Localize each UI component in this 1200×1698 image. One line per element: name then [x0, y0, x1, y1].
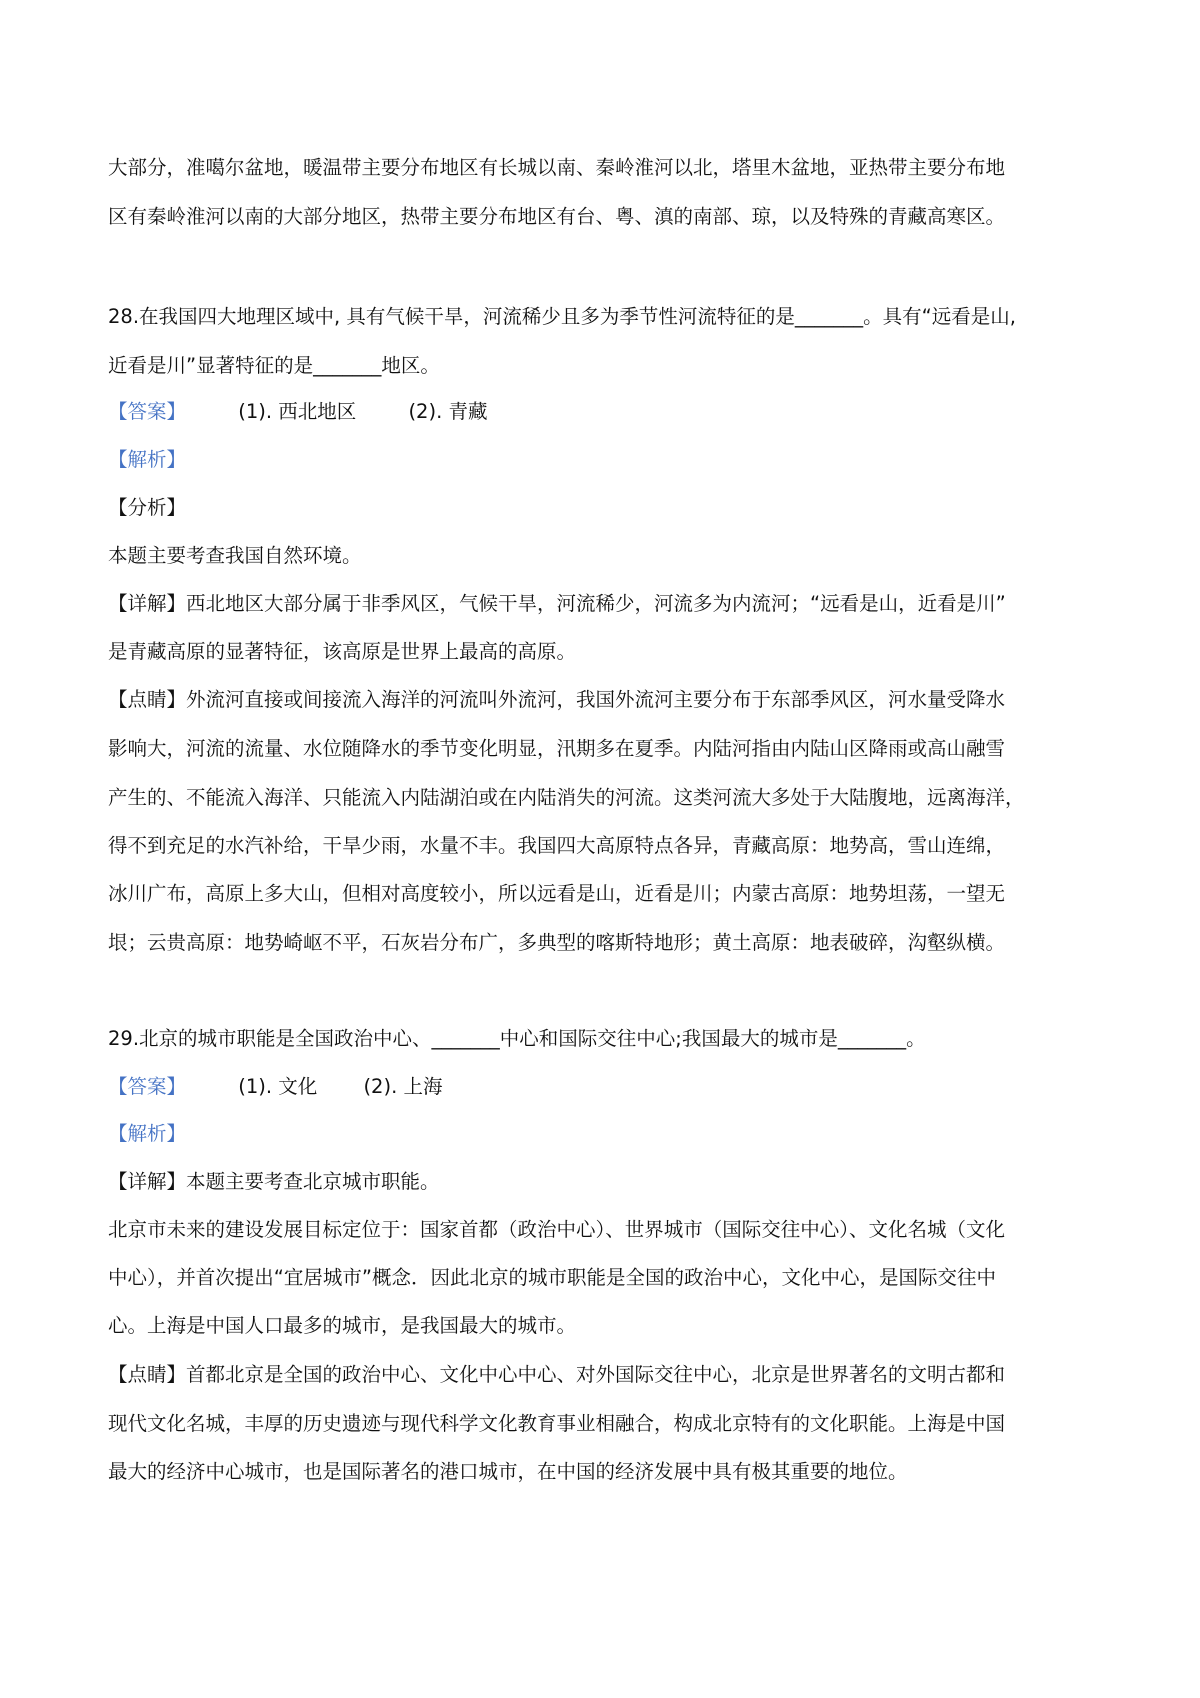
answer-29-item-1: (1). 文化 [238, 1075, 318, 1098]
point-28-line: 垠；云贵高原：地势崎岖不平，石灰岩分布广，多典型的喀斯特地形；黄土高原：地表破碎，沟壑纵横。 [108, 931, 1006, 954]
answer-28-item-1: (1). 西北地区 [238, 400, 357, 423]
answer-label: 【答案】 [108, 400, 187, 423]
answer-28-row [108, 398, 1100, 426]
point-29-line: 最大的经济中心城市，也是国际著名的港口城市，在中国的经济发展中具有极其重要的地位。 [108, 1460, 908, 1483]
point-28-line: 【点睛】外流河直接或间接流入海洋的河流叫外流河，我国外流河主要分布于东部季风区，河水量受降水 [108, 688, 1006, 711]
question-29-text: 29.北京的城市职能是全国政治中心、_______中心和国际交往中心;我国最大的城市是_______。 [108, 1027, 926, 1050]
answer-29-item-2: (2). 上海 [363, 1075, 443, 1098]
answer-label: 【答案】 [108, 1075, 187, 1098]
point-28-line: 产生的、不能流入海洋、只能流入内陆湖泊或在内陆消失的河流。这类河流大多处于大陆腹地，远离海洋， [108, 786, 1025, 809]
detail-28-line: 是青藏高原的显著特征，该高原是世界上最高的高原。 [108, 640, 577, 663]
answer-29-row [108, 1073, 1100, 1101]
detail-29-line: 【详解】本题主要考查北京城市职能。 [108, 1170, 440, 1193]
detail-28-line: 【详解】西北地区大部分属于非季风区，气候干旱，河流稀少，河流多为内流河；“远看是山，近看是川” [108, 592, 1006, 615]
answer-28-item-2: (2). 青藏 [408, 400, 488, 423]
detail-29-line: 中心），并首次提出“宜居城市”概念．因此北京的城市职能是全国的政治中心，文化中心，是国际交往中 [108, 1266, 996, 1289]
intro-line: 区有秦岭淮河以南的大部分地区，热带主要分布地区有台、粤、滇的南部、琼，以及特殊的青藏高寒区。 [108, 205, 1006, 228]
intro-line: 大部分，准噶尔盆地，暖温带主要分布地区有长城以南、秦岭淮河以北，塔里木盆地，亚热带主要分布地 [108, 156, 1006, 179]
question-28-text: 近看是川”显著特征的是_______地区。 [108, 354, 440, 377]
analysis-label: 【解析】 [108, 1122, 187, 1145]
detail-29-line: 北京市未来的建设发展目标定位于：国家首都（政治中心）、世界城市（国际交往中心）、文化名城（文化 [108, 1218, 1006, 1241]
fenxi-label: 【分析】 [108, 496, 187, 519]
point-28-line: 冰川广布，高原上多大山，但相对高度较小，所以远看是山，近看是川；内蒙古高原：地势坦荡，一望无 [108, 882, 1006, 905]
analysis-label: 【解析】 [108, 448, 187, 471]
point-29-line: 现代文化名城，丰厚的历史遗迹与现代科学文化教育事业相融合，构成北京特有的文化职能。上海是中国 [108, 1412, 1006, 1435]
point-29-line: 【点睛】首都北京是全国的政治中心、文化中心中心、对外国际交往中心，北京是世界著名的文明古都和 [108, 1363, 1006, 1386]
question-28-text: 28.在我国四大地理区域中, 具有气候干旱，河流稀少且多为季节性河流特征的是_______。具有“远看是山, [108, 305, 1016, 328]
point-28-line: 得不到充足的水汽补给，干旱少雨，水量不丰。我国四大高原特点各异，青藏高原：地势高，雪山连绵， [108, 834, 1006, 857]
point-28-line: 影响大，河流的流量、水位随降水的季节变化明显，汛期多在夏季。内陆河指由内陆山区降雨或高山融雪 [108, 737, 1006, 760]
fenxi-text: 本题主要考查我国自然环境。 [108, 544, 362, 567]
detail-29-line: 心。上海是中国人口最多的城市，是我国最大的城市。 [108, 1314, 577, 1337]
